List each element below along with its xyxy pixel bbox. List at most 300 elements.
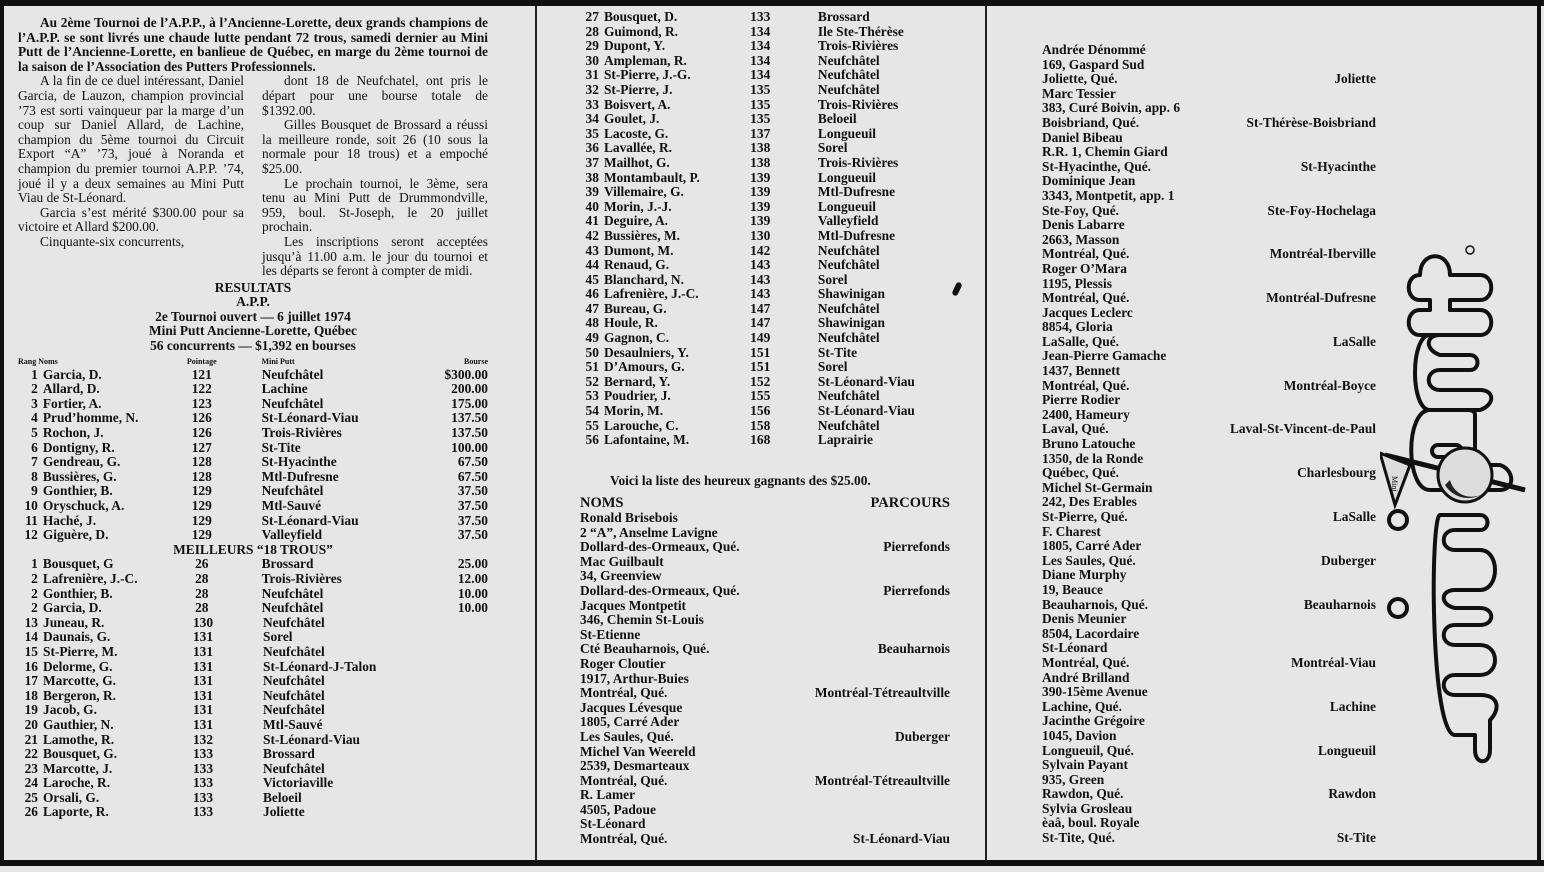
winner-entry (1042, 131, 1376, 175)
winner-entry (1042, 262, 1376, 306)
winner-course: Rawdon (1328, 786, 1376, 802)
address-line: Joliette, Qué. (1042, 71, 1118, 87)
result-row (580, 375, 960, 390)
result-club: Valleyfield (817, 213, 879, 229)
address-line: Rawdon, Qué. (1042, 786, 1124, 802)
winner-address (1042, 671, 1148, 715)
result-name: Desaulniers, Y. (603, 344, 689, 360)
result-rank: 41 (585, 213, 599, 229)
result-score: 131 (192, 687, 214, 703)
result-club: Neufchâtel (817, 52, 880, 68)
result-row (580, 54, 960, 69)
result-club: Trois-Rivières (261, 570, 342, 586)
result-club: Trois-Rivières (261, 425, 342, 441)
address-line: Marc Tessier (1042, 85, 1116, 101)
winner-address (580, 555, 740, 599)
result-score: 28 (195, 585, 209, 601)
result-score: 151 (750, 344, 771, 360)
result-purse: 67.50 (457, 468, 488, 484)
article-paragraph: dont 18 de Neufchatel, ont pris le départ pour une bourse totale de $1392.00. (262, 73, 488, 118)
address-line: Les Saules, Qué. (580, 728, 674, 744)
result-name: Juneau, R. (43, 614, 105, 630)
address-line: Sylvia Grosleau (1042, 800, 1133, 816)
result-rank: 2 (31, 570, 38, 586)
svg-text:Mini: Mini (1390, 476, 1399, 492)
result-name: Prud’homme, N. (42, 410, 139, 426)
address-line: Andrée Dénommé (1042, 42, 1146, 57)
result-name: Bernard, Y. (603, 373, 671, 389)
address-line: Longueuil, Qué. (1042, 742, 1134, 758)
result-row (580, 244, 960, 259)
result-rank: 54 (585, 403, 599, 419)
result-row (580, 98, 960, 113)
logo-letter-t (1409, 256, 1492, 335)
result-rank: 23 (24, 760, 38, 776)
result-club: Neufchâtel (261, 585, 324, 601)
address-line: Mac Guilbault (580, 553, 664, 569)
address-line: 935, Green (1042, 771, 1105, 787)
address-line: Jacques Montpetit (580, 597, 687, 613)
result-rank: 38 (585, 169, 599, 185)
result-rank: 15 (24, 643, 38, 659)
result-club: Brossard (261, 556, 314, 572)
address-line: Montréal, Qué. (580, 685, 668, 701)
result-score: 132 (192, 731, 214, 747)
result-rank: 40 (585, 198, 599, 214)
result-club: Longueuil (817, 169, 876, 185)
result-name: Dupont, Y. (603, 38, 666, 54)
result-rank: 39 (585, 184, 599, 200)
result-club: St-Tite (817, 344, 858, 360)
winner-entry (580, 657, 950, 701)
result-rank: 49 (585, 330, 599, 346)
results-org: A.P.P. (236, 294, 270, 310)
result-score: 128 (191, 468, 212, 484)
result-rank: 30 (585, 52, 599, 68)
winner-entry (1042, 218, 1376, 262)
result-score: 134 (750, 23, 771, 39)
result-name: Gonthier, B. (42, 483, 113, 499)
winner-course: Laval-St-Vincent-de-Paul (1229, 421, 1376, 437)
result-row (18, 572, 488, 587)
column-divider (535, 6, 537, 860)
result-rank: 20 (24, 716, 38, 732)
address-line: Jacques Lévesque (580, 699, 683, 715)
result-club: Valleyfield (261, 527, 323, 543)
result-score: 133 (192, 775, 214, 791)
winner-address (1042, 87, 1180, 131)
result-row (580, 39, 960, 54)
address-line: Roger Cloutier (580, 655, 666, 671)
article-lead: Au 2ème Tournoi de l’A.P.P., à l’Ancienne-Lorette, deux grands champions de l’A.P.P. se sont livrés une chaude lutte pendant 72 trous, samedi dernier au Mini Putt de l’Ancienne-Lorette, en banlieue de Québec, en marge du 2ème tournoi de la saison de l’Association des Putters Professionnels. (18, 15, 488, 74)
mini-putt-logo (1380, 230, 1530, 770)
result-row (18, 514, 488, 529)
address-line: 3343, Montpetit, app. 1 (1042, 187, 1175, 203)
result-rank: 13 (24, 614, 38, 630)
winner-entry (1042, 87, 1376, 131)
result-name: Bussières, G. (42, 468, 117, 484)
result-score: 28 (195, 570, 209, 586)
top-frame-rule (0, 0, 1544, 6)
result-score: 155 (750, 388, 771, 404)
address-line: 1917, Arthur-Buies (580, 670, 689, 686)
result-name: Guimond, R. (603, 23, 678, 39)
result-club: Neufchâtel (263, 702, 325, 718)
winner-course: Montréal-Tétreaultville (814, 772, 950, 788)
result-club: Neufchâtel (817, 242, 880, 258)
result-row (580, 433, 960, 448)
winner-address (580, 788, 667, 846)
winner-address (1042, 393, 1130, 437)
winner-course: St-Léonard-Viau (853, 831, 950, 847)
result-row (18, 557, 488, 572)
result-rank: 2 (31, 585, 38, 601)
result-row (580, 404, 960, 419)
result-row (18, 484, 488, 499)
result-name: St-Pierre, J.-G. (603, 67, 691, 83)
address-line: Montréal, Qué. (1042, 654, 1130, 670)
result-club: Victoriaville (263, 775, 334, 791)
result-row (18, 528, 488, 543)
result-rank: 12 (24, 527, 38, 543)
result-score: 143 (750, 257, 771, 273)
result-score: 131 (192, 716, 214, 732)
result-club: Neufchâtel (261, 600, 324, 616)
address-line: Ste-Foy, Qué. (1042, 202, 1119, 218)
address-line: Dollard-des-Ormeaux, Qué. (580, 582, 740, 598)
address-line: Montréal, Qué. (580, 831, 668, 847)
result-score: 137 (750, 125, 771, 141)
winner-entry (1042, 714, 1376, 758)
column-1 (18, 10, 488, 820)
result-club: Neufchâtel (263, 760, 325, 776)
winner-entry (1042, 568, 1376, 612)
result-score: 129 (191, 512, 212, 528)
result-purse: 37.50 (457, 498, 488, 513)
result-club: Neufchâtel (261, 395, 324, 411)
result-name: Poudrier, J. (603, 388, 671, 404)
results-title: RESULTATS (214, 279, 292, 295)
result-rank: 42 (585, 227, 599, 243)
address-line: 4505, Padoue (580, 801, 656, 817)
winner-address (1042, 349, 1166, 393)
result-row (18, 645, 488, 660)
result-rank: 11 (25, 512, 38, 528)
result-name: Deguire, A. (603, 213, 669, 229)
address-line: 2539, Desmarteaux (580, 758, 690, 774)
result-row (18, 747, 488, 762)
winner-course: Ste-Foy-Hochelaga (1267, 202, 1376, 218)
result-row (18, 587, 488, 602)
address-line: Beauharnois, Qué. (1042, 596, 1149, 612)
result-club: Laprairie (817, 432, 873, 448)
result-name: Morin, J.-J. (603, 198, 672, 214)
result-rank: 48 (585, 315, 599, 331)
result-rank: 52 (585, 373, 599, 389)
result-name: Laporte, R. (43, 804, 109, 820)
winner-entry (1042, 437, 1376, 481)
address-line: Cté Beauharnois, Qué. (580, 641, 710, 657)
result-score: 131 (192, 658, 214, 674)
result-score: 133 (192, 789, 214, 805)
result-name: Garcia, D. (42, 366, 102, 382)
result-score: 133 (750, 9, 771, 24)
winner-address (1042, 306, 1133, 350)
result-row (18, 426, 488, 441)
address-line: Montréal, Qué. (1042, 377, 1130, 393)
result-row (580, 83, 960, 98)
result-rank: 1 (31, 366, 38, 382)
result-name: D’Amours, G. (603, 359, 685, 375)
result-score: 139 (750, 184, 771, 200)
result-rank: 18 (24, 687, 38, 703)
result-club: Mtl-Dufresne (261, 468, 339, 484)
winner-course: Beauharnois (877, 641, 950, 657)
result-name: Lacoste, G. (603, 125, 669, 141)
result-score: 128 (191, 454, 212, 470)
result-club: Mtl-Dufresne (817, 227, 896, 243)
address-line: 1045, Davion (1042, 727, 1117, 743)
result-club: Lachine (261, 381, 308, 397)
result-score: 131 (192, 702, 214, 718)
result-name: Marcotte, G. (43, 673, 116, 689)
result-name: Bussières, M. (603, 227, 680, 243)
address-line: Montréal, Qué. (1042, 290, 1130, 306)
result-name: Larouche, C. (603, 417, 679, 433)
result-score: 151 (750, 359, 771, 375)
result-name: Gauthier, N. (43, 716, 114, 732)
result-score: 135 (750, 111, 771, 127)
winner-address (1042, 612, 1139, 670)
result-rank: 19 (24, 702, 38, 718)
winner-address (1042, 714, 1145, 758)
address-line: Boisbriand, Qué. (1042, 114, 1140, 130)
header-club: Mini Putt (261, 356, 295, 366)
winner-address (1042, 43, 1146, 87)
result-score: 138 (750, 154, 771, 170)
address-line: Jacinthe Grégoire (1042, 713, 1145, 729)
results-rest-col1 (18, 616, 488, 820)
address-line: Ronald Brisebois (580, 510, 678, 525)
winner-entry (580, 745, 950, 789)
result-name: Bureau, G. (603, 300, 667, 316)
result-name: Montambault, P. (603, 169, 700, 185)
result-rank: 8 (31, 468, 38, 484)
result-score: 133 (192, 746, 214, 762)
result-row (18, 441, 488, 456)
address-line: Sylvain Payant (1042, 757, 1128, 773)
address-line: Laval, Qué. (1042, 421, 1109, 437)
results-venue: Mini Putt Ancienne-Lorette, Québec (148, 323, 358, 339)
result-rank: 10 (24, 498, 38, 513)
address-line: 2 “A”, Anselme Lavigne (580, 524, 718, 540)
result-score: 158 (750, 417, 771, 433)
winner-address (1042, 481, 1152, 525)
result-row (580, 331, 960, 346)
result-purse: 25.00 (457, 556, 488, 572)
address-line: 383, Curé Boivin, app. 6 (1042, 100, 1181, 116)
winner-course: St-Thérèse-Boisbriand (1246, 114, 1376, 130)
result-club: Neufchâtel (263, 643, 325, 659)
result-score: 156 (750, 403, 771, 419)
bottom-frame-rule (0, 860, 1544, 866)
winners-list-col3 (1042, 43, 1378, 846)
result-rank: 16 (24, 658, 38, 674)
article-paragraph: A la fin de ce duel intéressant, Daniel Garcia, de Lauzon, champion provincial ’73 est sorti vainqueur par la marge d’un coup sur Daniel Allard, de Lachine, champion du 5ème tournoi du Circuit Export “A” ’73, joué à Noranda et champion du premier tournoi A.P.P. ’74, joué il y a deux semaines au Mini Putt Viau de St-Léonard. (18, 73, 244, 206)
result-score: 139 (750, 198, 771, 214)
result-score: 123 (191, 395, 212, 411)
registered-mark (1466, 246, 1474, 254)
result-club: Neufchâtel (817, 257, 880, 273)
result-name: Boisvert, A. (603, 96, 671, 112)
address-line: 346, Chemin St-Louis (580, 612, 704, 628)
result-rank: 17 (24, 673, 38, 689)
result-name: Dontigny, R. (42, 439, 115, 455)
header-course: PARCOURS (870, 495, 950, 512)
result-club: Trois-Rivières (817, 96, 899, 112)
result-score: 142 (750, 242, 771, 258)
result-name: Jacob, G. (43, 702, 97, 718)
winner-address (1042, 525, 1141, 569)
result-club: St-Tite (261, 439, 301, 455)
result-name: Houle, R. (603, 315, 658, 331)
result-row (18, 601, 488, 616)
winner-course: Charlesbourg (1297, 465, 1376, 481)
address-line: Diane Murphy (1042, 567, 1127, 583)
result-score: 122 (191, 381, 212, 397)
result-rank: 45 (585, 271, 599, 287)
result-rank: 26 (24, 804, 38, 820)
article-body (18, 74, 488, 278)
result-club: Mtl-Sauvé (261, 498, 322, 513)
result-row (580, 156, 960, 171)
result-row (580, 214, 960, 229)
winner-address (1042, 758, 1128, 802)
address-line: Jean-Pierre Gamache (1042, 348, 1167, 364)
winner-address (580, 657, 689, 701)
result-name: Ampleman, R. (603, 52, 687, 68)
result-rank: 1 (31, 556, 38, 572)
result-name: Bousquet, G (42, 556, 114, 572)
result-row (18, 718, 488, 733)
result-score: 147 (750, 315, 771, 331)
result-row (18, 762, 488, 777)
result-row (580, 10, 960, 25)
result-row (580, 127, 960, 142)
result-club: Joliette (263, 804, 305, 820)
result-score: 152 (750, 373, 771, 389)
article-paragraph: Les inscriptions seront acceptées jusqu’à 11.00 a.m. le jour du tournoi et les départs se feront à compter de midi. (262, 233, 488, 279)
address-line: Pierre Rodier (1042, 392, 1121, 408)
result-score: 127 (191, 439, 212, 455)
result-club: Neufchâtel (817, 330, 880, 346)
result-name: Lafrenière, J.-C. (42, 570, 138, 586)
winner-address (1042, 568, 1148, 612)
result-name: Marcotte, J. (43, 760, 113, 776)
winner-entry (1042, 481, 1376, 525)
result-score: 130 (192, 614, 214, 630)
address-line: Dominique Jean (1042, 173, 1136, 189)
column-2 (580, 10, 960, 847)
result-club: Mtl-Sauvé (263, 716, 323, 732)
address-line: Les Saules, Qué. (1042, 552, 1136, 568)
result-name: Bousquet, D. (603, 9, 678, 24)
result-score: 138 (750, 140, 771, 156)
column-3 (1042, 43, 1378, 846)
result-rank: 34 (585, 111, 599, 127)
result-score: 133 (192, 760, 214, 776)
result-name: Daunais, G. (43, 629, 111, 645)
left-frame-rule (0, 0, 4, 866)
result-score: 139 (750, 213, 771, 229)
result-rank: 27 (585, 9, 599, 24)
results-top12 (18, 368, 488, 543)
result-purse: 37.50 (457, 483, 488, 499)
address-line: Roger O’Mara (1042, 260, 1127, 276)
result-score: 135 (750, 96, 771, 112)
result-score: 147 (750, 300, 771, 316)
result-row (580, 185, 960, 200)
result-rank: 32 (585, 81, 599, 97)
winner-address (580, 511, 740, 555)
address-line: André Brilland (1042, 669, 1130, 685)
result-row (18, 791, 488, 806)
result-score: 168 (750, 432, 771, 448)
address-line: St-Hyacinthe, Qué. (1042, 158, 1151, 174)
results-summary: 56 concurrents — $1,392 en bourses (150, 338, 356, 354)
result-score: 131 (192, 629, 214, 645)
header-rank-name: Rang Noms (18, 356, 58, 366)
winner-course: Montréal-Viau (1290, 654, 1376, 670)
address-line: Denis Labarre (1042, 217, 1125, 233)
winner-course: Joliette (1334, 71, 1376, 87)
address-line: 1805, Carré Ader (1042, 538, 1142, 554)
address-line: 8854, Gloria (1042, 319, 1113, 335)
logo-letters-mini (1434, 515, 1497, 761)
best18-title: MEILLEURS “18 TROUS” (173, 541, 333, 557)
result-score: 149 (750, 330, 771, 346)
result-rank: 2 (31, 381, 38, 397)
result-club: Trois-Rivières (817, 38, 899, 54)
result-name: Laroche, R. (43, 775, 111, 791)
result-name: Villemaire, G. (603, 184, 684, 200)
result-name: Bergeron, R. (43, 687, 117, 703)
result-name: Lafrenière, J.-C. (603, 286, 699, 302)
result-score: 121 (191, 366, 212, 382)
result-rank: 24 (24, 775, 38, 791)
result-score: 143 (750, 286, 771, 302)
result-score: 134 (750, 38, 771, 54)
winners-list-col2 (580, 511, 960, 847)
result-score: 129 (191, 483, 212, 499)
result-rank: 21 (24, 731, 38, 747)
winner-course: LaSalle (1332, 333, 1376, 349)
result-row (580, 25, 960, 40)
result-name: Bousquet, G. (43, 746, 118, 762)
result-score: 129 (191, 527, 212, 543)
address-line: 1805, Carré Ader (580, 714, 680, 730)
result-purse: 100.00 (451, 439, 488, 455)
logo-letter-u (1415, 335, 1491, 410)
header-score: Pointage (186, 356, 217, 366)
winner-course: St-Tite (1336, 830, 1376, 846)
winner-address (1042, 802, 1139, 846)
result-club: Sorel (817, 271, 848, 287)
result-row (18, 411, 488, 426)
winners-table-header (580, 496, 964, 511)
address-line: LaSalle, Qué. (1042, 333, 1120, 349)
result-row (580, 273, 960, 288)
